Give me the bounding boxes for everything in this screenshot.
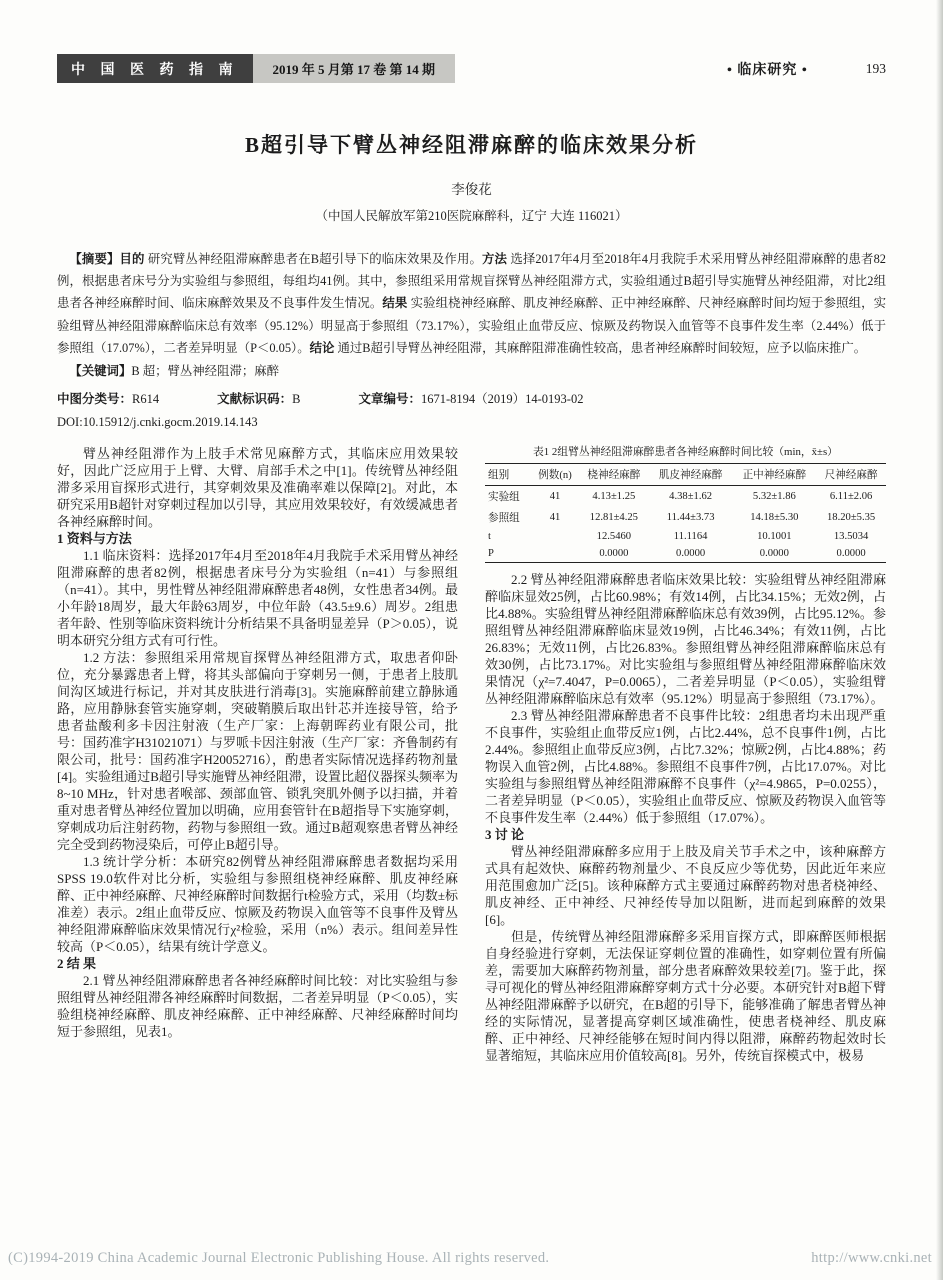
table1-cell: 参照组 bbox=[488, 513, 520, 525]
table1-row-p-value bbox=[485, 545, 886, 563]
article-number-label: 文章编号： bbox=[358, 392, 421, 407]
table1-row-t-value bbox=[485, 528, 886, 545]
table1-cell: 10.1001 bbox=[757, 531, 792, 543]
cnki-url: http://www.cnki.net bbox=[811, 1250, 932, 1266]
discussion-paragraph-1: 臂丛神经阻滞麻醉多应用于上肢及肩关节手术之中，该种麻醉方式具有起效快、麻醉药物剂量少、不良反应少等优势，因此近年来应用范围愈加广泛[5]。该种麻醉方式主要通过麻醉药物对患者桡神经、肌皮神经、正中神经、尺神经传导加以阻断，进而起到麻醉的效果[6]。 bbox=[485, 844, 886, 928]
table1-cell: t bbox=[488, 531, 491, 543]
article-title: B超引导下臂丛神经阻滞麻醉的临床效果分析 bbox=[244, 133, 698, 157]
table1-cell: 11.44±3.73 bbox=[666, 512, 715, 524]
table1-header-median: 正中神经麻醉 bbox=[732, 464, 816, 486]
abstract-methods-text: 选择2017年4月至2018年4月我院手术采用臂丛神经阻滞麻醉的患者82例，根据患者床号分为实验组与参照组，每组均41例。其中，参照组采用常规盲探臂丛神经阻滞方式，实验组通过B超引导实施臂丛神经阻滞，对比2组患者各神经麻醉时间、临床麻醉效果及不良事件发生情况。 bbox=[57, 252, 886, 311]
table1-cell: 11.1164 bbox=[673, 531, 708, 543]
section-2-2-paragraph: 2.2 臂丛神经阻滞麻醉患者临床效果比较：实验组臂丛神经阻滞麻醉临床显效25例，占比60.98%；有效14例，占比34.15%；无效2例，占比4.88%。实验组臂丛神经阻滞麻醉临床总有效39例，占比95.12%。参照组臂丛神经阻滞麻醉临床显效19例，占比46.34%；有效11例，占比26.83%；无效11例，占比26.83%。参照组臂丛神经阻滞麻醉临床总有效30例，占比73.17%。对比实验组与参照组臂丛神经阻滞麻醉临床效果情况（χ²=7.4047，P=0.0065），二者差异明显（P＜0.05），实验组臂丛神经阻滞麻醉临床总有效率（95.12%）明显高于参照组（73.17%）。 bbox=[485, 572, 886, 707]
table1-header-musculocutaneous: 肌皮神经麻醉 bbox=[649, 464, 733, 486]
issue-info: 2019 年 5 月第 17 卷 第 14 期 bbox=[272, 62, 436, 77]
abstract-objective-text: 研究臂丛神经阻滞麻醉患者在B超引导下的临床效果及作用。 bbox=[144, 252, 483, 266]
header-spacer bbox=[455, 54, 727, 83]
clc-number bbox=[57, 389, 159, 407]
table1-header-row bbox=[485, 464, 886, 486]
document-code bbox=[217, 389, 300, 407]
page-number: 193 bbox=[865, 60, 886, 76]
abstract bbox=[57, 248, 886, 359]
article-body bbox=[57, 445, 886, 1064]
section-2-1-paragraph: 2.1 臂丛神经阻滞麻醉患者各神经麻醉时间比较：对比实验组与参照组臂丛神经阻滞各神经麻醉时间数据，二者差异明显（P＜0.05），实验组桡神经麻醉、肌皮神经麻醉、正中神经麻醉、尺神经麻醉时间均短于参照组，见表1。 bbox=[57, 973, 458, 1040]
table1-cell: 12.81±4.25 bbox=[589, 512, 638, 524]
keywords-line bbox=[57, 360, 886, 382]
table1-cell: 6.11±2.06 bbox=[829, 491, 873, 503]
table1-cell: 5.32±1.86 bbox=[752, 491, 796, 503]
table1-cell: 14.18±5.30 bbox=[750, 512, 799, 524]
clc-value: R614 bbox=[132, 392, 160, 407]
table1-cell: 18.20±5.35 bbox=[827, 512, 876, 524]
table1-caption: 表1 2组臂丛神经阻滞麻醉患者各神经麻醉时间比较（min，x̄±s） bbox=[533, 446, 838, 459]
scan-edge-artifact bbox=[936, 0, 943, 1280]
section-3-heading: 3 讨 论 bbox=[485, 827, 525, 843]
page-header bbox=[57, 54, 886, 83]
abstract-results-text: 实验组桡神经麻醉、肌皮神经麻醉、正中神经麻醉、尺神经麻醉时间均短于参照组，实验组臂丛神经阻滞麻醉临床总有效率（95.12%）明显高于参照组（73.17%），实验组止血带反应、惊厥及药物误入血管等不良事件发生率（2.44%）低于参照组（17.07%），二者差异明显（P＜0.05）。 bbox=[57, 296, 887, 355]
table1-cell bbox=[531, 528, 579, 545]
table1-cell: 0.0000 bbox=[676, 548, 706, 560]
doi: DOI:10.15912/j.cnki.gocm.2019.14.143 bbox=[57, 415, 258, 430]
intro-paragraph: 臂丛神经阻滞作为上肢手术常见麻醉方式，其临床应用效果较好，因此广泛应用于上臂、大臂、肩部手术之中[1]。传统臂丛神经阻滞多采用盲探形式进行，其穿刺效果及准确率难以保障[2]。对此，本研究采用B超针对穿刺过程加以引导，其应用效果较好，有效缓减患者各神经麻醉时间。 bbox=[57, 446, 458, 530]
table1-cell: 12.5460 bbox=[596, 531, 632, 543]
journal-name: 中 国 医 药 指 南 bbox=[71, 62, 239, 78]
table1-header-ulnar: 尺神经麻醉 bbox=[816, 464, 886, 486]
table1 bbox=[485, 463, 886, 563]
document-code-value: B bbox=[292, 392, 301, 407]
table1-cell: 4.13±1.25 bbox=[592, 491, 636, 503]
journal-name-badge bbox=[57, 54, 253, 83]
table1-cell: 41 bbox=[549, 512, 561, 524]
table1-cell: 0.0000 bbox=[836, 548, 866, 560]
table1-row-reference bbox=[485, 507, 886, 528]
section-1-3-paragraph: 1.3 统计学分析：本研究82例臂丛神经阻滞麻醉患者数据均采用SPSS 19.0软件对比分析，实验组与参照组桡神经麻醉、肌皮神经麻醉、正中神经麻醉、尺神经麻醉时间数据行t检验方式，采用（均数±标准差）表示。2组止血带反应、惊厥及药物误入血管等不良事件及臂丛神经阻滞麻醉临床效果情况行χ²检验，采用（n%）表示。组间差异性较高（P＜0.05），结果有统计学意义。 bbox=[57, 854, 458, 955]
cnki-footer bbox=[0, 1250, 943, 1267]
table1-cell: 13.5034 bbox=[833, 531, 869, 543]
right-column bbox=[485, 445, 886, 1064]
keywords-label: 【关键词】 bbox=[69, 364, 132, 379]
table1-cell: 0.0000 bbox=[599, 548, 629, 560]
author-name: 李俊花 bbox=[451, 182, 492, 197]
abstract-objective-label: 目的 bbox=[119, 252, 145, 266]
abstract-label: 【摘要】 bbox=[69, 252, 120, 266]
table1-cell: 41 bbox=[549, 491, 561, 503]
table1-cell: 0.0000 bbox=[759, 548, 789, 560]
table1-cell: P bbox=[488, 548, 494, 560]
discussion-paragraph-2: 但是，传统臂丛神经阻滞麻醉多采用盲探方式，即麻醉医师根据自身经验进行穿刺，无法保证穿刺位置的准确性，如穿刺位置有所偏差，需要加大麻醉药物剂量，部分患者麻醉效果较差[7]。鉴于此，探寻可视化的臂丛神经阻滞麻醉穿刺方式十分必要。本研究针对B超下臂丛神经阻滞麻醉予以研究，在B超的引导下，能够准确了解患者臂丛神经的实际情况，显著提高穿刺区域准确性，使患者桡神经、肌皮麻醉、正中神经、尺神经能够在短时间内得以阻滞，麻醉药物起效时长显著缩短，其临床应用价值较高[8]。另外，传统盲探模式中，极易 bbox=[485, 929, 886, 1064]
abstract-results-label: 结果 bbox=[382, 296, 408, 311]
table1-cell: 实验组 bbox=[488, 492, 520, 504]
abstract-conclusion-text: 通过B超引导臂丛神经阻滞，其麻醉阻滞准确性较高，患者神经麻醉时间较短，应予以临床推广。 bbox=[334, 340, 867, 355]
section-1-2-paragraph: 1.2 方法：参照组采用常规盲探臂丛神经阻滞方式，取患者仰卧位，充分暴露患者上臂，将其头部偏向于穿刺另一侧，于患者上肢肌间沟区域进行标记，并对其皮肤进行消毒[3]。实施麻醉前建立静脉通路，应用静脉套管实施穿刺，突破鞘膜后取出针芯并连接导管，给予患者盐酸利多卡因注射液（生产厂家：上海朝晖药业有限公司，批号：国药准字H31021071）与罗哌卡因注射液（生产厂家：齐鲁制药有限公司，批号：国药准字H20052716），酌患者实际情况选择药物剂量[4]。实验组通过B超引导实施臂丛神经阻滞，设置比超仪器探头频率为8~10 MHz，针对患者喉部、颈部血管、锁乳突肌外侧予以扫描，并着重对患者臂丛神经位置加以明确，应用套管针在B超指导下实施穿刺，穿刺成功后注射药物，药物与参照组一致。通过B超观察患者臂丛神经完全受到药物浸染后，可停止B超引导。 bbox=[57, 650, 458, 853]
document-code-label: 文献标识码： bbox=[217, 392, 293, 407]
abstract-conclusion-label: 结论 bbox=[309, 340, 335, 355]
abstract-methods-label: 方法 bbox=[482, 252, 508, 266]
table1-header-cases: 例数(n) bbox=[531, 464, 579, 486]
article-number-value: 1671-8194（2019）14-0193-02 bbox=[420, 392, 584, 407]
keywords-text: B 超；臂丛神经阻滞；麻醉 bbox=[131, 364, 280, 379]
section-2-3-paragraph: 2.3 臂丛神经阻滞麻醉患者不良事件比较：2组患者均未出现严重不良事件，实验组止血带反应1例，占比2.44%，总不良事件1例，占比2.44%。参照组止血带反应3例，占比7.32%；惊厥2例，占比4.88%；药物误入血管2例，占比4.88%。参照组不良事件7例，占比17.07%。对比实验组与参照组臂丛神经阻滞麻醉不良事件（χ²=4.9865，P=0.0255），二者差异明显（P＜0.05），实验组止血带反应、惊厥及药物误入血管等不良事件发生率（2.44%）低于参照组（17.07%）。 bbox=[485, 708, 886, 826]
section-1-heading: 1 资料与方法 bbox=[57, 531, 132, 547]
left-column bbox=[57, 445, 458, 1064]
table1-cell: 4.38±1.62 bbox=[669, 491, 713, 503]
journal-column-name: • 临床研究 • bbox=[726, 62, 808, 78]
article-number bbox=[358, 389, 583, 407]
section-1-1-paragraph: 1.1 临床资料：选择2017年4月至2018年4月我院手术采用臂丛神经阻滞麻醉的患者82例，根据患者床号分为实验组（n=41）与参照组（n=41）。其中，男性臂丛神经阻滞麻醉患者48例，女性患者34例。最小年龄18周岁，最大年龄63周岁，中位年龄（43.5±9.6）周岁。2组患者年龄、性别等临床资料统计分析结果不具备明显差异（P＞0.05），说明本研究分组方式有可行性。 bbox=[57, 548, 458, 649]
classification-line bbox=[57, 389, 886, 407]
copyright-text: (C)1994-2019 China Academic Journal Electronic Publishing House. All rights reserved. bbox=[8, 1250, 550, 1266]
table1-cell bbox=[531, 545, 579, 563]
table1-header-radial: 桡神经麻醉 bbox=[579, 464, 649, 486]
section-2-heading: 2 结 果 bbox=[57, 956, 97, 972]
author-affiliation: （中国人民解放军第210医院麻醉科，辽宁 大连 116021） bbox=[315, 209, 628, 223]
table1-header-group: 组别 bbox=[485, 464, 531, 486]
clc-label: 中图分类号： bbox=[57, 392, 133, 407]
table1-row-experimental bbox=[485, 486, 886, 508]
issue-info-badge bbox=[253, 54, 456, 83]
